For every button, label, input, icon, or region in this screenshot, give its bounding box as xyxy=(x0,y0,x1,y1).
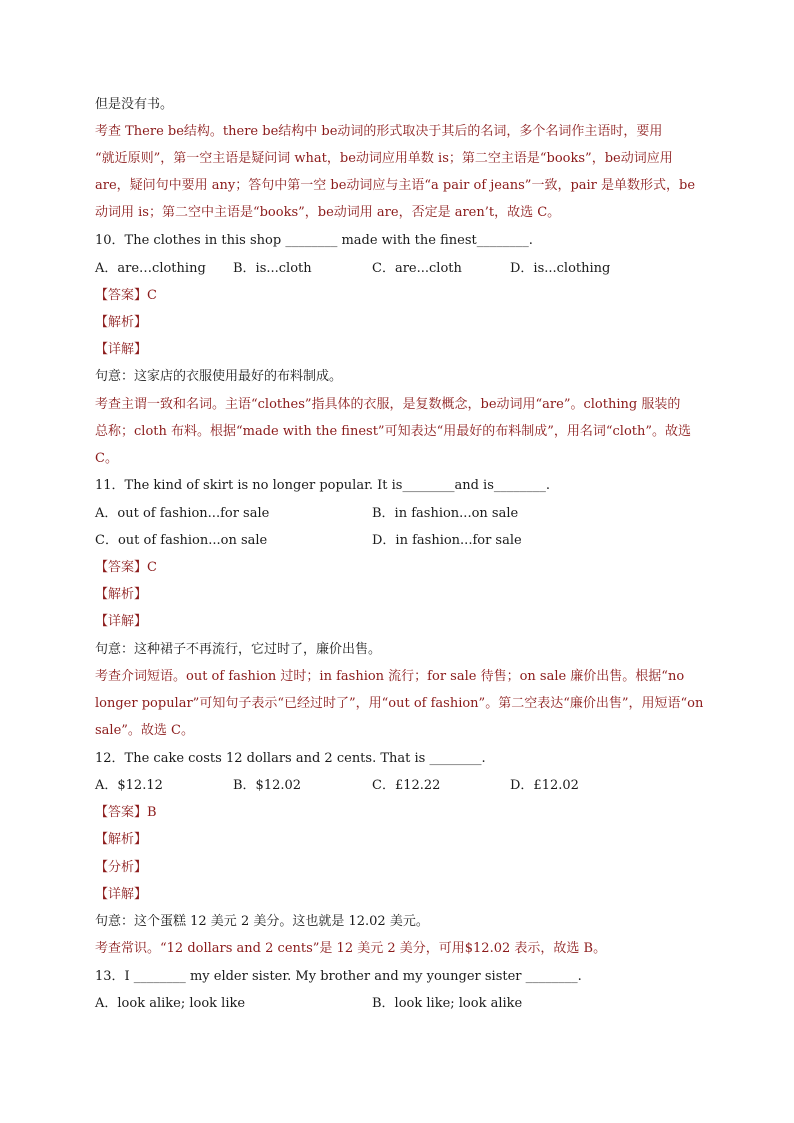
explanation-line: 考查 There be结构。there be结构中 be动词的形式取决于其后的名词，多个名词作主语时，要用 xyxy=(95,124,663,139)
explanation-line: 动词用 is；第二空中主语是“books”，be动词用 are，否定是 aren’t，故选 C。 xyxy=(95,205,561,220)
q10-detail-label: 【详解】 xyxy=(95,342,148,357)
q10-meaning: 句意：这家店的衣服使用最好的布料制成。 xyxy=(95,369,343,384)
explanation-line: “就近原则”，第一空主语是疑问词 what，be动词应用单数 is；第二空主语是“books”，be动词应用 xyxy=(95,151,673,166)
q11-option-c: C．out of fashion...on sale xyxy=(95,533,268,548)
q12-detail-label: 【详解】 xyxy=(95,887,148,902)
explanation-line: are，疑问句中要用 any；答句中第一空 be动词应与主语“a pair of jeans”一致，pair 是单数形式，be xyxy=(95,178,696,193)
q11-option-d: D．in fashion...for sale xyxy=(372,533,522,548)
q11-meaning: 句意：这种裙子不再流行，它过时了，廉价出售。 xyxy=(95,642,382,657)
q13-option-b: B．look like; look alike xyxy=(372,996,523,1011)
q11-analysis-label: 【解析】 xyxy=(95,587,148,602)
q12-option-d: D．£12.02 xyxy=(510,778,579,793)
q12-option-b: B．$12.02 xyxy=(233,778,302,793)
q12-explanation: 考查常识。“12 dollars and 2 cents”是 12 美元 2 美分，可用$12.02 表示，故选 B。 xyxy=(95,941,607,956)
q10-option-d: D．is...clothing xyxy=(510,261,611,276)
q11-answer: 【答案】C xyxy=(95,560,157,575)
q10-answer: 【答案】C xyxy=(95,288,157,303)
q12-meaning: 句意：这个蛋糕 12 美元 2 美分。这也就是 12.02 美元。 xyxy=(95,914,429,929)
q10-option-c: C．are...cloth xyxy=(372,261,462,276)
question-10-stem: 10．The clothes in this shop ________ made with the finest________. xyxy=(95,233,533,248)
q11-detail-label: 【详解】 xyxy=(95,614,148,629)
q10-explanation: C。 xyxy=(95,451,118,466)
text-line: 但是没有书。 xyxy=(95,97,174,112)
q13-option-a: A．look alike; look like xyxy=(95,996,246,1011)
q12-option-c: C．£12.22 xyxy=(372,778,441,793)
q11-explanation: longer popular”可知句子表示“已经过时了”，用“out of fashion”。第二空表达“廉价出售”，用短语“on xyxy=(95,696,704,711)
q11-option-b: B．in fashion...on sale xyxy=(372,506,519,521)
q10-explanation: 考查主谓一致和名词。主语“clothes”指具体的衣服，是复数概念，be动词用“are”。clothing 服装的 xyxy=(95,397,681,412)
q10-analysis-label: 【解析】 xyxy=(95,315,148,330)
q12-option-a: A．$12.12 xyxy=(95,778,163,793)
question-13-stem: 13．I ________ my elder sister. My brother and my younger sister ________. xyxy=(95,969,582,984)
q12-answer: 【答案】B xyxy=(95,805,157,820)
q12-fenxi-label: 【分析】 xyxy=(95,860,148,875)
q11-option-a: A．out of fashion...for sale xyxy=(95,506,270,521)
q10-option-b: B．is...cloth xyxy=(233,261,312,276)
question-12-stem: 12．The cake costs 12 dollars and 2 cents. That is ________. xyxy=(95,751,486,766)
q11-explanation: 考查介词短语。out of fashion 过时；in fashion 流行；for sale 待售；on sale 廉价出售。根据“no xyxy=(95,669,685,684)
q11-explanation: sale”。故选 C。 xyxy=(95,723,194,738)
q10-explanation: 总称；cloth 布料。根据“made with the finest”可知表达“用最好的布料制成”，用名词“cloth”。故选 xyxy=(95,424,692,439)
q12-analysis-label: 【解析】 xyxy=(95,832,148,847)
question-11-stem: 11．The kind of skirt is no longer popular. It is________and is________. xyxy=(95,478,550,493)
q10-option-a: A．are…clothing xyxy=(95,261,206,276)
